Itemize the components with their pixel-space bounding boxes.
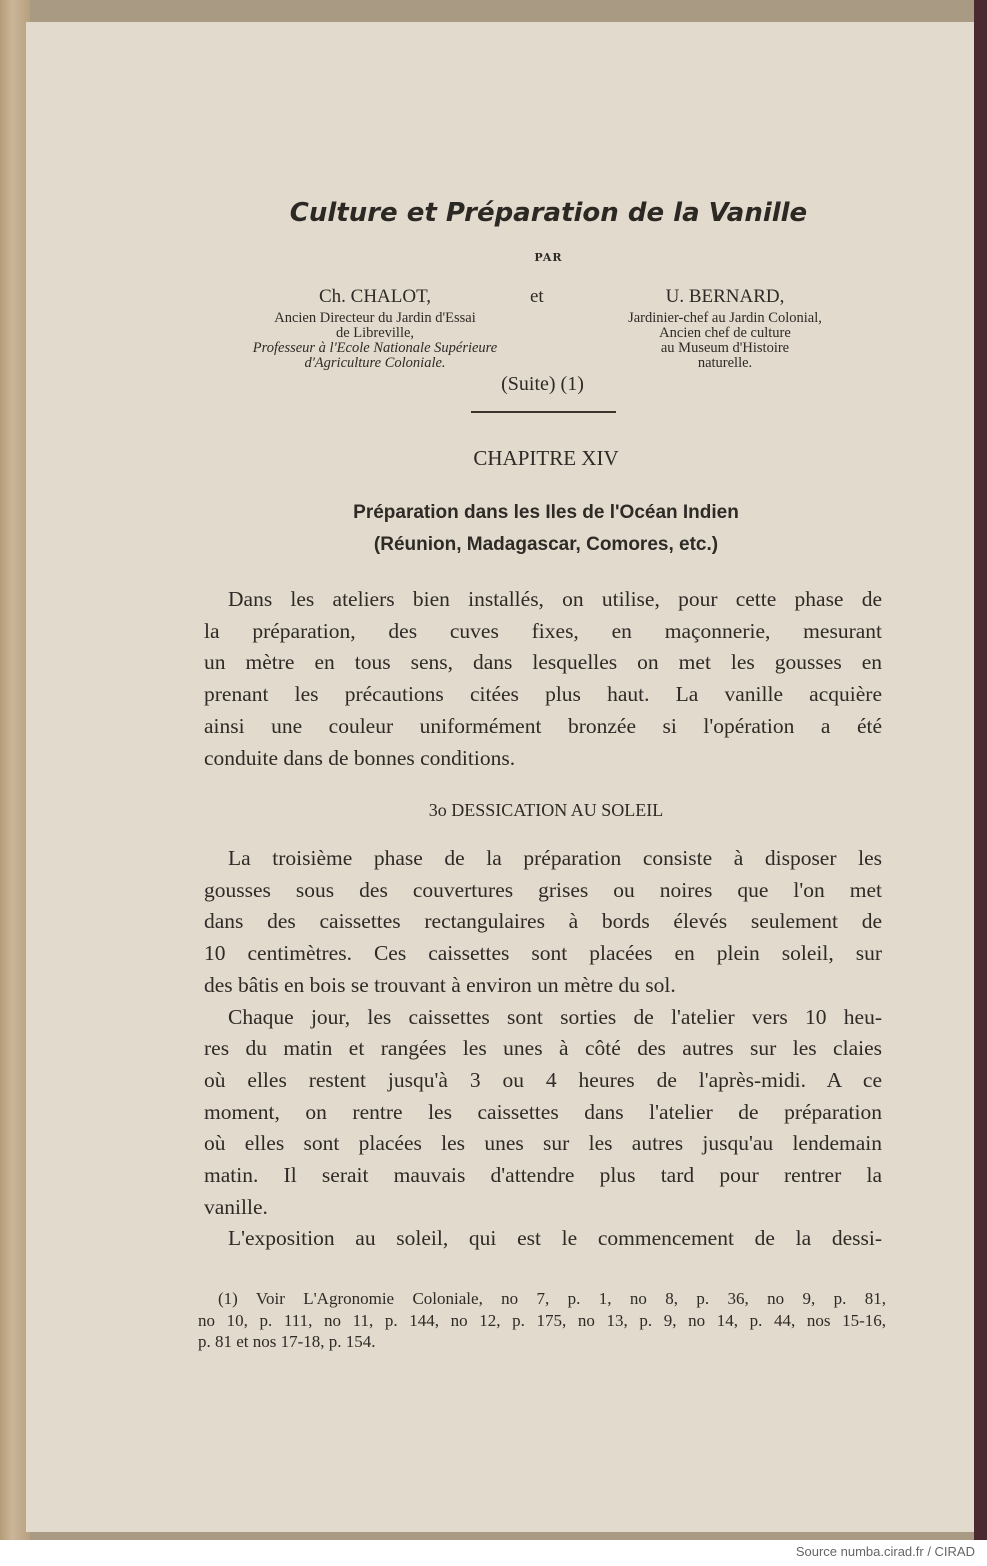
text-line: dans des caissettes rectangulaires à bords élevés seulement de bbox=[204, 909, 882, 934]
footnote-line: p. 81 et nos 17-18, p. 154. bbox=[198, 1332, 376, 1351]
chapter-subtitle: Préparation dans les Iles de l'Océan Indien bbox=[353, 502, 739, 523]
text-line: La troisième phase de la préparation consiste à disposer les bbox=[228, 846, 882, 870]
author-affiliation: Jardinier-chef au Jardin Colonial, bbox=[628, 310, 822, 326]
text-line: L'exposition au soleil, qui est le commencement de la dessi- bbox=[228, 1226, 882, 1251]
text-line: res du matin et rangées les unes à côté des autres sur les claies bbox=[204, 1036, 882, 1061]
text-line: gousses sous des couvertures grises ou noires que l'on met bbox=[204, 877, 882, 902]
text-line: la préparation, des cuves fixes, en maçonnerie, mesurant bbox=[204, 618, 882, 643]
author-2 bbox=[580, 285, 870, 371]
section-heading: 3o DESSICATION AU SOLEIL bbox=[428, 800, 664, 820]
footnote-line: no 10, p. 111, no 11, p. 144, no 12, p. 175, no 13, p. 9, no 14, p. 44, nos 15-16, bbox=[198, 1310, 886, 1330]
footnote bbox=[198, 1288, 886, 1353]
author-name: U. BERNARD, bbox=[665, 286, 785, 307]
divider bbox=[471, 411, 616, 413]
text-line: des bâtis en bois se trouvant à environ un mètre du sol. bbox=[204, 972, 676, 997]
text-line: vanille. bbox=[204, 1194, 268, 1219]
author-affiliation: au Museum d'Histoire bbox=[660, 340, 790, 356]
text-line: conduite dans de bonnes conditions. bbox=[204, 745, 516, 770]
author-affiliation: Ancien Directeur du Jardin d'Essai bbox=[274, 310, 476, 326]
source-credit: Source numba.cirad.fr / CIRAD bbox=[795, 1544, 975, 1559]
text-line: moment, on rentre les caissettes dans l'atelier de préparation bbox=[204, 1099, 882, 1124]
article-title: Culture et Préparation de la Vanille bbox=[289, 198, 808, 228]
paragraph bbox=[204, 843, 882, 1255]
footnote-line: (1) Voir L'Agronomie Coloniale, no 7, p. 1, no 8, p. 36, no 9, p. 81, bbox=[218, 1289, 886, 1308]
author-1 bbox=[205, 285, 545, 371]
chapter-heading: CHAPITRE XIV bbox=[473, 446, 619, 470]
text-line: où elles restent jusqu'à 3 ou 4 heures de l'après-midi. A ce bbox=[204, 1067, 882, 1092]
author-affiliation: naturelle. bbox=[697, 355, 753, 371]
text-line: matin. Il serait mauvais d'attendre plus tard pour rentrer la bbox=[204, 1163, 882, 1188]
text-line: 10 centimètres. Ces caissettes sont placées en plein soleil, sur bbox=[204, 941, 882, 966]
et-label: et bbox=[530, 286, 544, 307]
chapter-subtitle: (Réunion, Madagascar, Comores, etc.) bbox=[373, 534, 719, 555]
author-name: Ch. CHALOT, bbox=[318, 286, 432, 307]
author-affiliation: d'Agriculture Coloniale. bbox=[304, 355, 446, 371]
by-label: PAR bbox=[534, 251, 563, 264]
text-line: où elles sont placées les unes sur les autres jusqu'au lendemain bbox=[204, 1131, 882, 1156]
text-line: ainsi une couleur uniformément bronzée si l'opération a été bbox=[204, 713, 882, 738]
author-affiliation: Ancien chef de culture bbox=[659, 325, 791, 341]
author-affiliation: de Libreville, bbox=[335, 325, 415, 341]
binding-edge bbox=[974, 0, 987, 1540]
text-line: prenant les précautions citées plus haut. La vanille acquière bbox=[204, 682, 882, 707]
paragraph bbox=[204, 584, 882, 774]
text-line: Dans les ateliers bien installés, on utilise, pour cette phase de bbox=[228, 587, 882, 611]
continuation-note: (Suite) (1) bbox=[501, 373, 584, 395]
text-line: un mètre en tous sens, dans lesquelles on met les gousses en bbox=[204, 650, 882, 675]
text-line: Chaque jour, les caissettes sont sorties de l'atelier vers 10 heu- bbox=[228, 1004, 882, 1029]
author-affiliation: Professeur à l'Ecole Nationale Supérieure bbox=[252, 340, 498, 356]
